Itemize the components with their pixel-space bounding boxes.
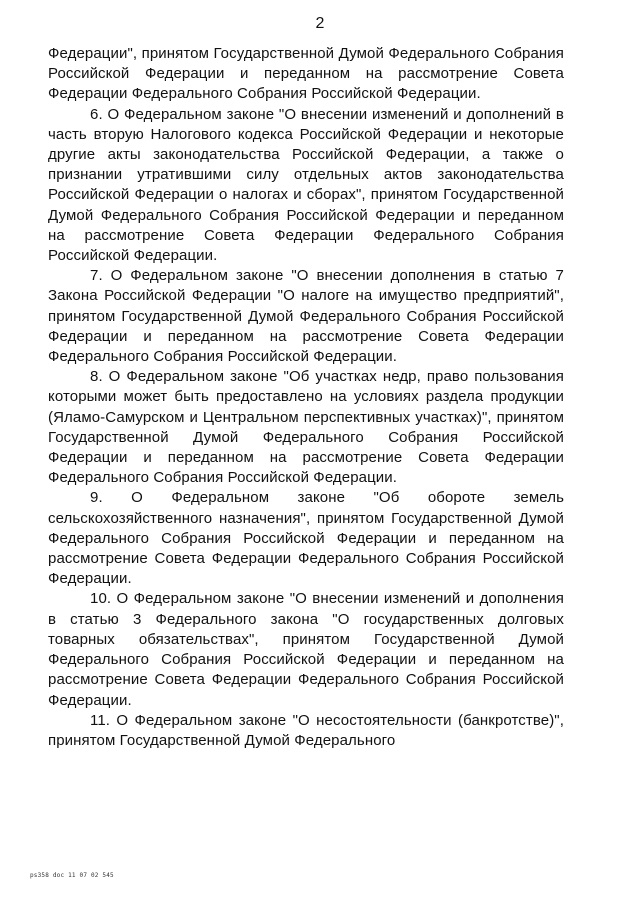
paragraph-item-9: 9. О Федеральном законе "Об обороте земель сельскохозяйственного назначения", принятом Государственной Думой Федерального Собрания Российской Федерации и переданном на рассмотрение Совета Федерации Федерального Собрания Российской Федерации.: [48, 489, 564, 588]
paragraph-item-6: 6. О Федеральном законе "О внесении изменений и дополнений в часть вторую Налогового кодекса Российской Федерации и некоторые другие акты законодательства Российской Федерации, а также о признании утратившими силу отдельных актов законодательства Российской Федерации о налогах и сборах", принятом Государственной Думой Федерального Собрания Российской Федерации и переданном на рассмотрение Совета Федерации Федерального Собрания Российской Федерации.: [48, 105, 564, 265]
page-number: 2: [315, 15, 325, 32]
paragraph-item-11: 11. О Федеральном законе "О несостоятельности (банкротстве)", принятом Государственной Думой Федерального: [48, 711, 564, 749]
document-body: [48, 44, 564, 751]
paragraph-item-8: 8. О Федеральном законе "Об участках недр, право пользования которыми может быть предоставлено на условиях раздела продукции (Яламо-Самурском и Центральном перспективных участках)", принятом Государственной Думой Федерального Собрания Российской Федерации и переданном на рассмотрение Совета Федерации Федерального Собрания Российской Федерации.: [48, 368, 564, 487]
paragraph-item-10: 10. О Федеральном законе "О внесении изменений и дополнения в статью 3 Федерального закона "О государственных долговых товарных обязательствах", принятом Государственной Думой Федерального Собрания Российской Федерации и переданном на рассмотрение Совета Федерации Федерального Собрания Российской Федерации.: [48, 590, 564, 709]
footer-code: ps358 doc 11 07 02 545: [30, 872, 114, 879]
paragraph-item-7: 7. О Федеральном законе "О внесении дополнения в статью 7 Закона Российской Федерации "О налоге на имущество предприятий", принятом Государственной Думой Федерального Собрания Российской Федерации и переданном на рассмотрение Совета Федерации Федерального Собрания Российской Федерации.: [48, 267, 564, 366]
paragraph-continuation: Федерации", принятом Государственной Думой Федерального Собрания Российской Федерации и переданном на рассмотрение Совета Федерации Федерального Собрания Российской Федерации.: [48, 45, 564, 103]
